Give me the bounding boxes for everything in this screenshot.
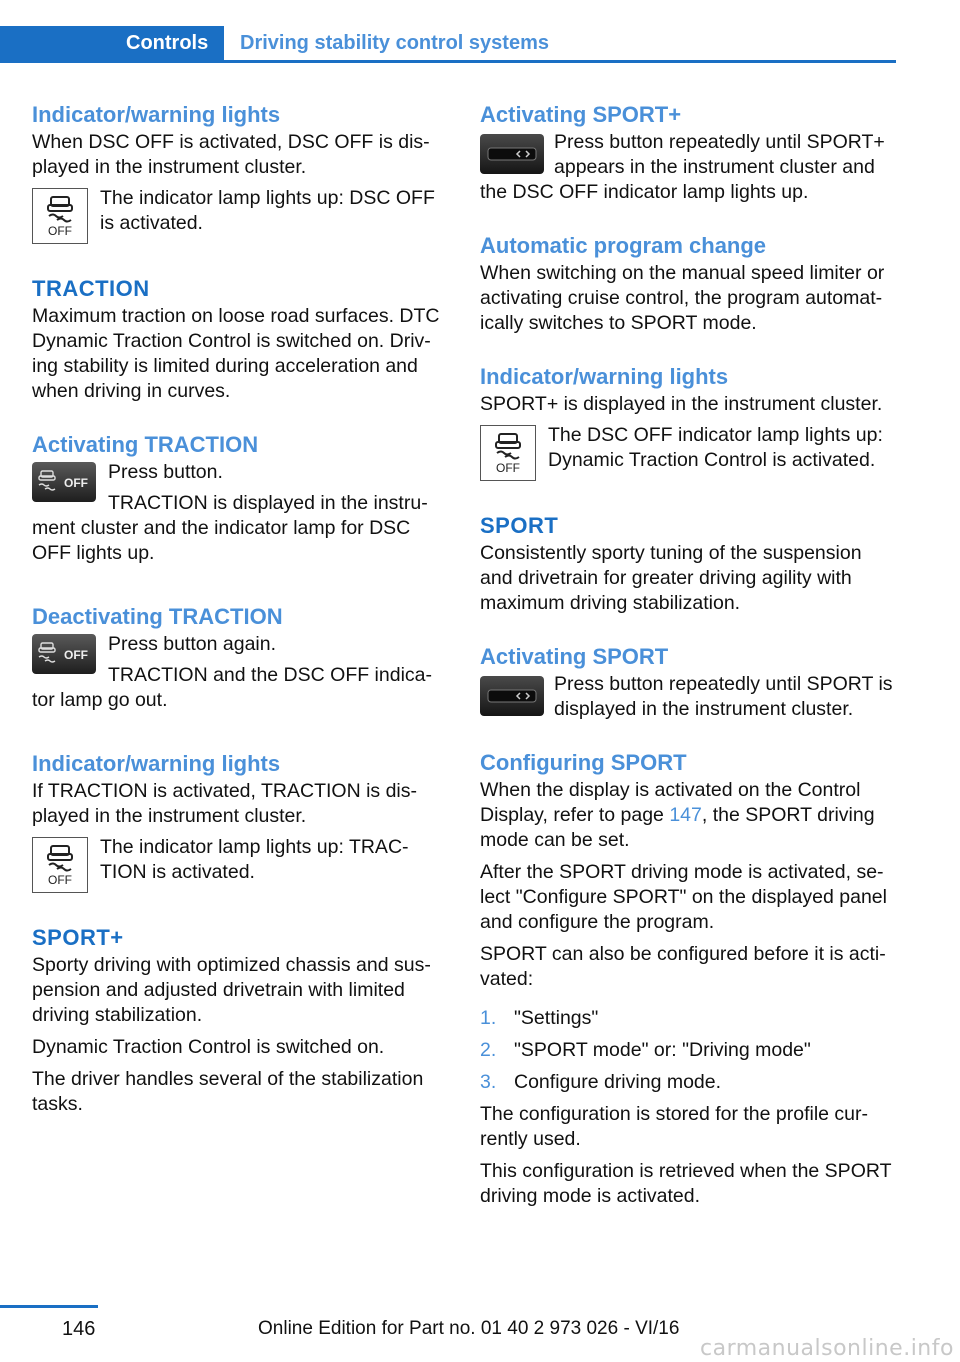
page-header bbox=[0, 26, 896, 62]
heading-automatic-program-change: Automatic program change bbox=[480, 233, 767, 258]
sportplus-text3: The driver handles several of the stabilization tasks. bbox=[32, 1068, 424, 1115]
dsc-off-lamp-icon bbox=[32, 837, 88, 893]
page-number: 146 bbox=[62, 1318, 96, 1340]
dsc-off-button-icon[interactable] bbox=[32, 634, 96, 674]
section-title[interactable]: Driving stability control systems bbox=[240, 32, 549, 54]
act-traction-row bbox=[32, 460, 450, 566]
steps-list bbox=[480, 1006, 898, 1095]
watermark: carmanualsonline.info bbox=[700, 1336, 954, 1361]
heading-traction: TRACTION bbox=[32, 276, 150, 301]
right-column bbox=[480, 100, 898, 1209]
list-item: 1. "Settings" bbox=[480, 1007, 599, 1029]
lamp-off-label: OFF bbox=[48, 873, 72, 887]
ind1-lamp-row bbox=[32, 186, 450, 248]
footer-rule bbox=[0, 1305, 98, 1308]
heading-sport: SPORT bbox=[480, 513, 559, 538]
lamp-off-label: OFF bbox=[496, 461, 520, 475]
act-sport-row bbox=[480, 672, 898, 722]
heading-indicator-warning-lights-2: Indicator/warning lights bbox=[32, 751, 281, 776]
act-traction-step1: Press button. bbox=[108, 461, 223, 483]
conf-text5: This configuration is retrieved when the SPORT driving mode is activated. bbox=[480, 1160, 892, 1207]
ind1-text: When DSC OFF is activated, DSC OFF is dis-played in the instrument cluster. bbox=[32, 131, 430, 178]
conf-text1: When the display is activated on the Control Display, refer to page 147, the SPORT driving mode can be set. bbox=[480, 779, 875, 851]
auto-text: When switching on the manual speed limiter or activating cruise control, the program automat-ically switches to SPORT mode. bbox=[480, 262, 885, 334]
ind2-lamp-row bbox=[32, 835, 450, 897]
conf-text3: SPORT can also be configured before it is acti-vated: bbox=[480, 943, 886, 990]
heading-deactivating-traction: Deactivating TRACTION bbox=[32, 604, 283, 629]
ind3-text: SPORT+ is displayed in the instrument cluster. bbox=[480, 393, 883, 415]
header-rule bbox=[0, 60, 896, 63]
dsc-off-lamp-icon bbox=[480, 425, 536, 481]
act-sportplus-row bbox=[480, 130, 898, 205]
list-item: 3. Configure driving mode. bbox=[480, 1071, 722, 1093]
ind1-lamp-text: The indicator lamp lights up: DSC OFF is activated. bbox=[100, 187, 435, 234]
sportplus-text1: Sporty driving with optimized chassis and sus-pension and adjusted drivetrain with limited driving stabilization. bbox=[32, 954, 431, 1026]
conf-text4: The configuration is stored for the profile cur-rently used. bbox=[480, 1103, 869, 1150]
sportplus-text2: Dynamic Traction Control is switched on. bbox=[32, 1036, 385, 1058]
ind2-text: If TRACTION is activated, TRACTION is dis-played in the instrument cluster. bbox=[32, 780, 418, 827]
heading-sport-plus: SPORT+ bbox=[32, 925, 124, 950]
heading-activating-sport: Activating SPORT bbox=[480, 644, 669, 669]
heading-indicator-warning-lights-3: Indicator/warning lights bbox=[480, 364, 729, 389]
heading-activating-sport-plus: Activating SPORT+ bbox=[480, 102, 682, 127]
heading-configuring-sport: Configuring SPORT bbox=[480, 750, 687, 775]
act-sport-text: Press button repeatedly until SPORT is displayed in the instrument cluster. bbox=[554, 673, 893, 720]
conf-text2: After the SPORT driving mode is activated, se-lect "Configure SPORT" on the displayed panel and configure the program. bbox=[480, 861, 887, 933]
dsc-off-lamp-icon bbox=[32, 188, 88, 244]
heading-indicator-warning-lights-1: Indicator/warning lights bbox=[32, 102, 281, 127]
ind2-lamp-text: The indicator lamp lights up: TRAC-TION is activated. bbox=[100, 836, 409, 883]
traction-text: Maximum traction on loose road surfaces. DTC Dynamic Traction Control is switched on. Driv-ing stability is limited during acceleration and when driving in curves. bbox=[32, 305, 440, 402]
page-link-147[interactable]: 147 bbox=[669, 804, 702, 826]
deact-traction-row bbox=[32, 632, 450, 713]
chapter-tab[interactable]: Controls bbox=[0, 26, 224, 60]
list-item: 2. "SPORT mode" or: "Driving mode" bbox=[480, 1039, 811, 1061]
ind3-lamp-row bbox=[480, 423, 898, 485]
deact-traction-step2: TRACTION and the DSC OFF indica-tor lamp go out. bbox=[32, 664, 432, 711]
left-column bbox=[32, 100, 450, 1117]
sport-text: Consistently sporty tuning of the suspension and drivetrain for greater driving agility with maximum driving stabilization. bbox=[480, 542, 862, 614]
ind3-lamp-text: The DSC OFF indicator lamp lights up: Dynamic Traction Control is activated. bbox=[548, 424, 883, 471]
dsc-off-button-icon[interactable] bbox=[32, 462, 96, 502]
deact-traction-step1: Press button again. bbox=[108, 633, 277, 655]
button-off-label: OFF bbox=[64, 648, 88, 662]
driving-mode-button-icon[interactable] bbox=[480, 134, 544, 174]
button-off-label: OFF bbox=[64, 476, 88, 490]
edition-text: Online Edition for Part no. 01 40 2 973 026 - VI/16 bbox=[258, 1318, 680, 1339]
lamp-off-label: OFF bbox=[48, 224, 72, 238]
act-traction-step2: TRACTION is displayed in the instru-ment cluster and the indicator lamp for DSC OFF lights up. bbox=[32, 492, 428, 564]
act-sportplus-text: Press button repeatedly until SPORT+ appears in the instrument cluster and the DSC OFF indicator lamp lights up. bbox=[480, 131, 885, 203]
heading-activating-traction: Activating TRACTION bbox=[32, 432, 259, 457]
driving-mode-button-icon[interactable] bbox=[480, 676, 544, 716]
